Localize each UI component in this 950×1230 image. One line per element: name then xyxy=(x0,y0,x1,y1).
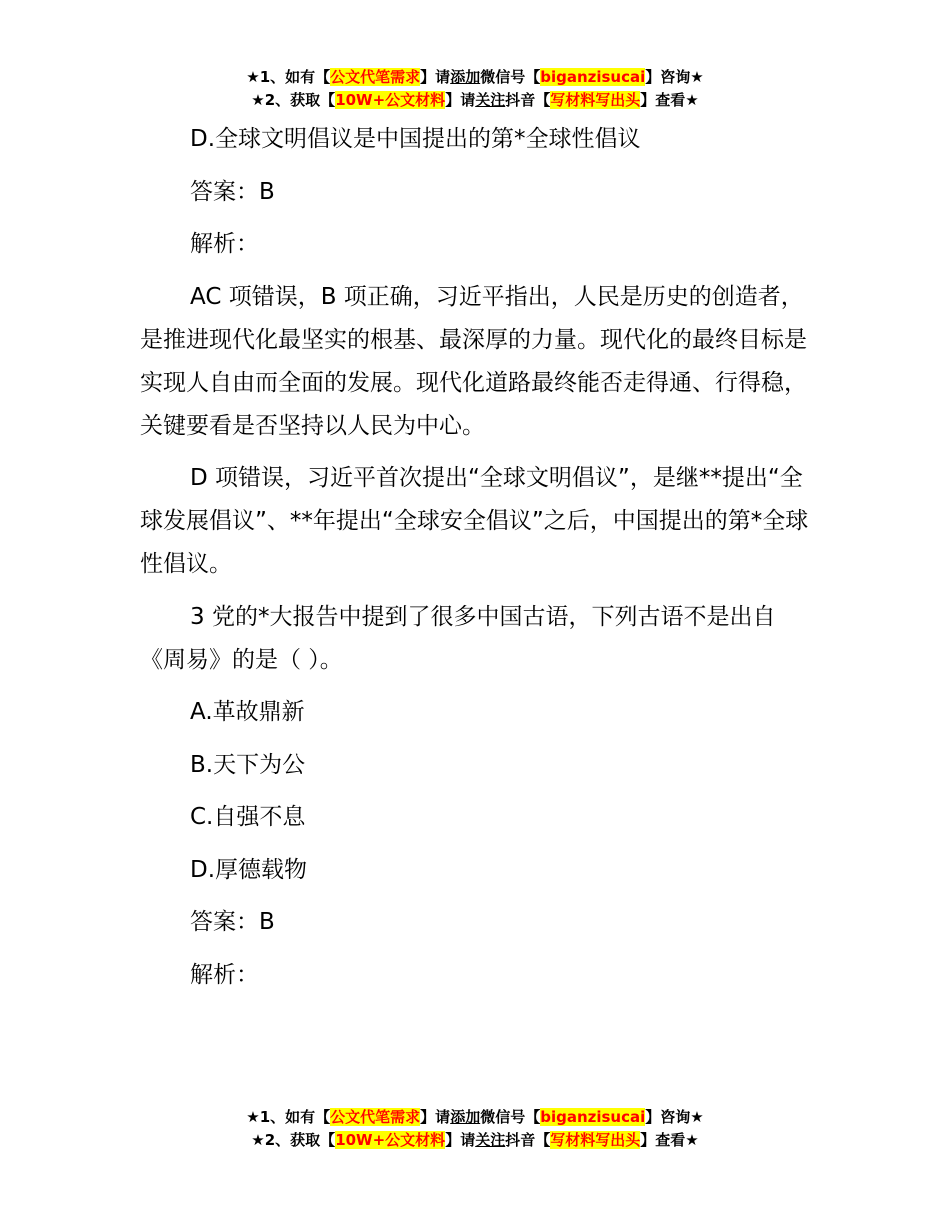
answer-line: 答案：B xyxy=(190,178,275,205)
banner-text: 微信号【 xyxy=(480,68,541,86)
banner-text: 】请 xyxy=(420,1108,451,1126)
highlight-materials: 10W+公文材料 xyxy=(335,1131,446,1149)
banner-text: 】查看★ xyxy=(640,91,699,109)
option-a: A.革故鼎新 xyxy=(190,699,305,725)
banner-text: 】请 xyxy=(445,91,476,109)
banner-line-1 xyxy=(0,66,950,89)
banner-text: 】咨询★ xyxy=(645,68,704,86)
highlight-materials: 10W+公文材料 xyxy=(335,91,446,109)
banner-text: 微信号【 xyxy=(480,1108,541,1126)
option-c: C.自强不息 xyxy=(190,804,306,830)
highlight-wechat-id: biganzisucai xyxy=(540,68,646,86)
underlined-text: 关注 xyxy=(475,91,506,109)
option-d: D.厚德载物 xyxy=(190,856,308,883)
analysis-heading: 解析： xyxy=(190,231,259,257)
top-banner xyxy=(0,66,950,112)
banner-text: 】咨询★ xyxy=(645,1108,704,1126)
underlined-text: 添加 xyxy=(450,1108,481,1126)
highlight-service: 公文代笔需求 xyxy=(330,1108,421,1126)
analysis-heading: 解析： xyxy=(190,961,259,988)
banner-text: 抖音【 xyxy=(505,91,551,109)
banner-text: 抖音【 xyxy=(505,1131,551,1149)
underlined-text: 添加 xyxy=(450,68,481,86)
bottom-banner xyxy=(0,1106,950,1152)
banner-text: ★2、获取【 xyxy=(251,1131,336,1149)
underlined-text: 关注 xyxy=(475,1131,506,1149)
highlight-douyin-account: 写材料写出头 xyxy=(550,1131,641,1149)
banner-text: 】请 xyxy=(420,68,451,86)
highlight-wechat-id: biganzisucai xyxy=(540,1108,646,1126)
banner-text: 】查看★ xyxy=(640,1131,699,1149)
banner-text: ★1、如有【 xyxy=(246,1108,331,1126)
banner-line-2 xyxy=(0,89,950,112)
question-3: 3 党的*大报告中提到了很多中国古语，下列古语不是出自《周易》的是（ ）。 xyxy=(140,603,776,673)
banner-line-2 xyxy=(0,1129,950,1152)
answer-line: 答案：B xyxy=(190,909,275,935)
banner-text: ★2、获取【 xyxy=(251,91,336,109)
banner-text: ★1、如有【 xyxy=(246,68,331,86)
document-body xyxy=(140,118,812,1006)
analysis-paragraph: AC 项错误，B 项正确，习近平指出，人民是历史的创造者，是推进现代化最坚实的根基、最深厚的力量。现代化的最终目标是实现人自由而全面的发展。现代化道路最终能否走得通、行得稳，关键要看是否坚持以人民为中心。 xyxy=(140,283,807,439)
option-d-previous: D.全球文明倡议是中国提出的第*全球性倡议 xyxy=(190,126,641,152)
option-b: B.天下为公 xyxy=(190,751,306,778)
banner-line-1 xyxy=(0,1106,950,1129)
banner-text: 】请 xyxy=(445,1131,476,1149)
highlight-douyin-account: 写材料写出头 xyxy=(550,91,641,109)
analysis-paragraph: D 项错误，习近平首次提出“全球文明倡议”，是继**提出“全球发展倡议”、**年提出“全球安全倡议”之后，中国提出的第*全球性倡议。 xyxy=(140,465,809,577)
highlight-service: 公文代笔需求 xyxy=(330,68,421,86)
